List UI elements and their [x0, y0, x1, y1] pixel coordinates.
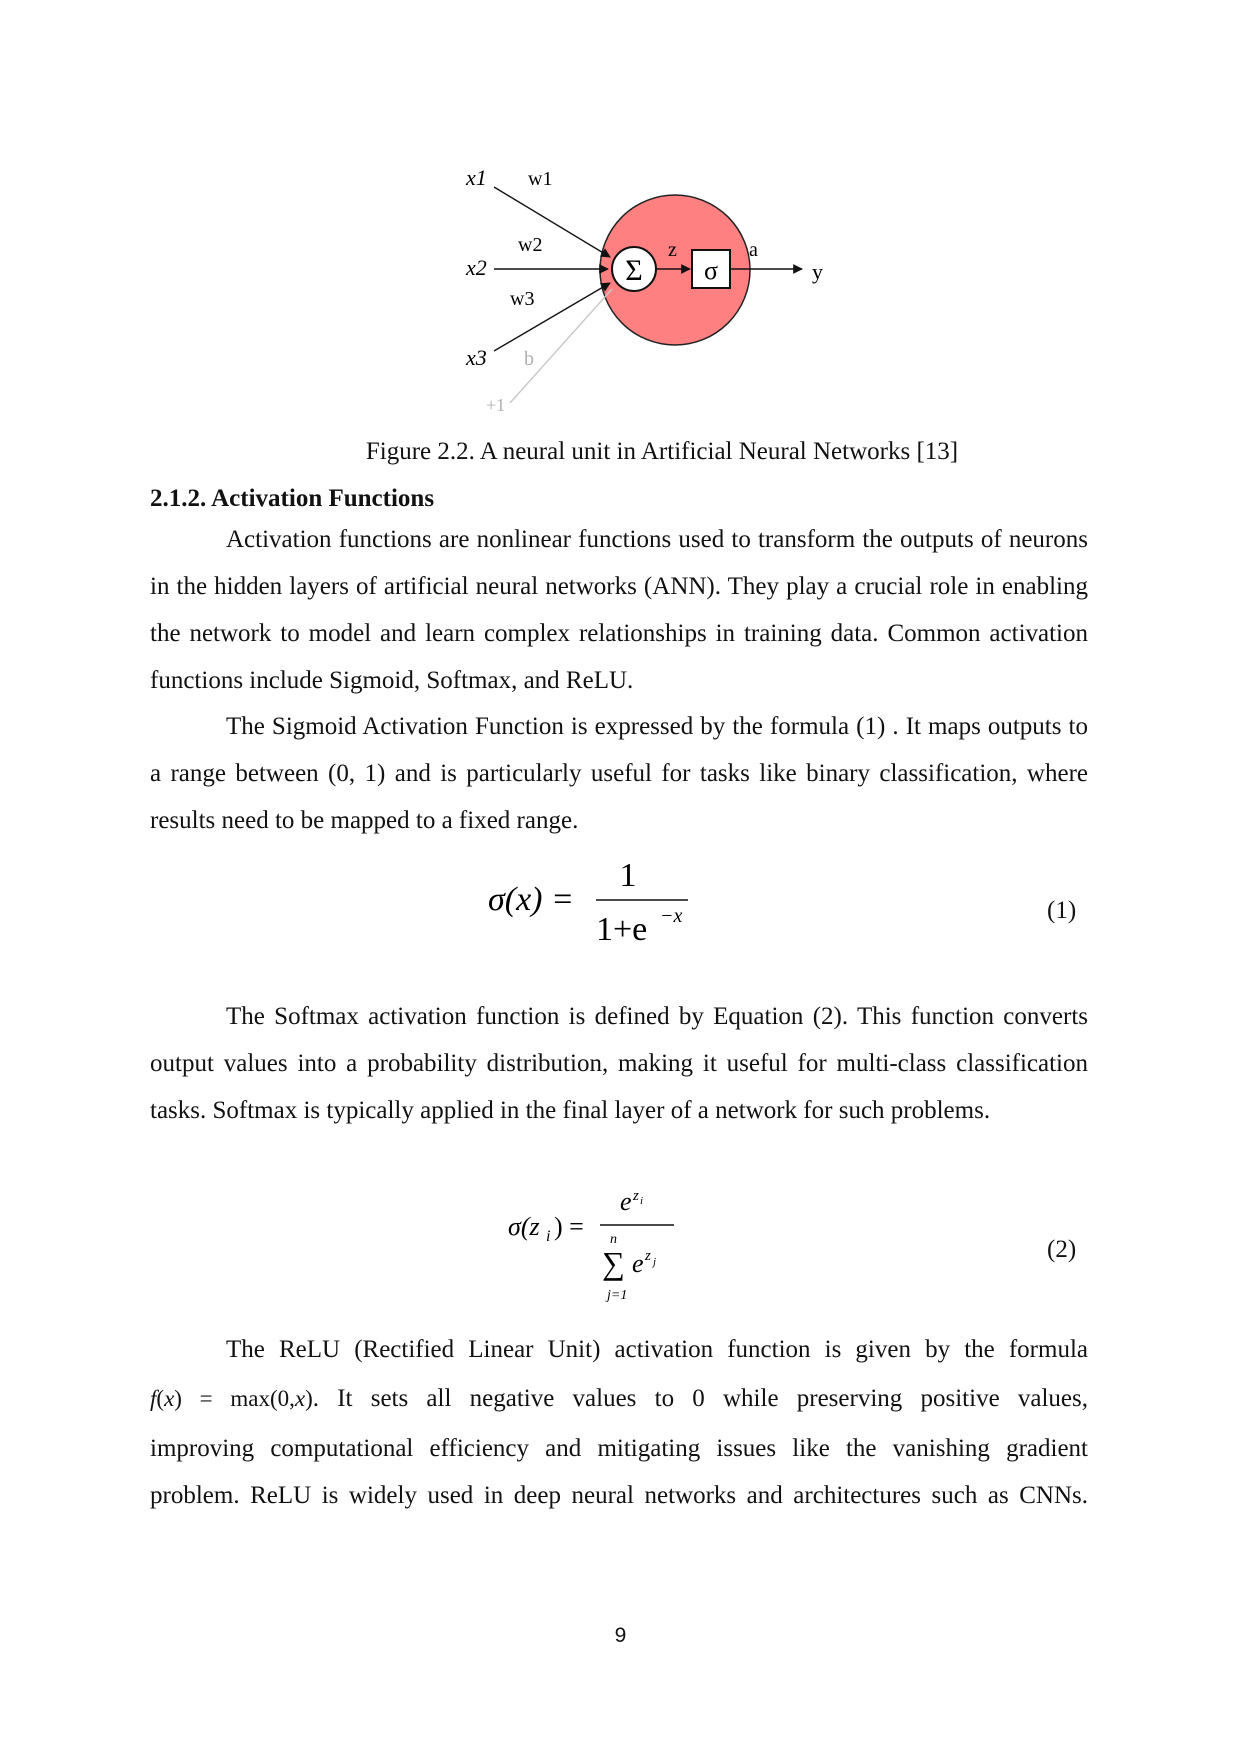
- relu-line-3: improving computational efficiency and mitigating issues like the vanishing gradient: [150, 1435, 1088, 1462]
- label-plus-one: +1: [486, 395, 506, 415]
- equation-sigmoid-render: [488, 850, 708, 950]
- label-y: y: [812, 259, 823, 284]
- eq1-numerator: 1: [619, 857, 637, 894]
- label-w1: w1: [528, 168, 553, 190]
- label-w2: w2: [518, 234, 543, 256]
- equation-number-2: (2): [1047, 1236, 1077, 1263]
- equation-sigmoid: [488, 850, 708, 950]
- relu-x: x: [164, 1386, 175, 1411]
- eq2-num-exp-sub: i: [640, 1195, 644, 1207]
- eq1-denominator: 1+e: [596, 911, 648, 948]
- eq2-den-exp-sub: j: [653, 1256, 657, 1268]
- relu-line-2: [150, 1373, 1088, 1425]
- relu-close: ): [305, 1386, 313, 1411]
- label-a: a: [749, 239, 758, 261]
- eq2-lhs: σ(z: [508, 1212, 540, 1241]
- relu-line-1: The ReLU (Rectified Linear Unit) activation function is given by the formula: [226, 1336, 1088, 1363]
- label-x1: x1: [466, 165, 487, 190]
- paragraph-sigmoid: The Sigmoid Activation Function is expressed by the formula (1) . It maps outputs to a range between (0, 1) and is particularly useful for tasks like binary classification, where results need to be mapped to a fixed range.: [150, 713, 1088, 834]
- equation-softmax: [508, 1188, 688, 1313]
- sigma-symbol: σ: [703, 256, 719, 285]
- sum-symbol: Σ: [625, 254, 643, 287]
- eq2-lhs-end: ) =: [554, 1212, 584, 1241]
- page-number: 9: [614, 1624, 627, 1647]
- paragraph-relu: [150, 1326, 1088, 1519]
- equation-softmax-render: [508, 1188, 688, 1313]
- equation-number-1: (1): [1047, 897, 1077, 924]
- eq1-exponent: −x: [660, 905, 683, 927]
- label-z: z: [668, 239, 677, 261]
- paragraph-activation-intro: Activation functions are nonlinear functions used to transform the outputs of neurons in the hidden layers of artificial neural networks (ANN). They play a crucial role in enabling the network to model and learn complex relationships in training data. Common activation functions include Sigmoid, Softmax, and ReLU.: [150, 526, 1088, 694]
- eq2-den-base: e: [632, 1249, 644, 1278]
- eq1-lhs: σ(x) =: [488, 881, 574, 918]
- eq2-num-base: e: [620, 1188, 632, 1216]
- figure-caption: Figure 2.2. A neural unit in Artificial Neural Networks [13]: [365, 438, 959, 465]
- paragraph-softmax: The Softmax activation function is defined by Equation (2). This function converts output values into a probability distribution, making it useful for multi-class classification tasks. Softmax is typically applied in the final layer of a network for such problems.: [150, 1003, 1088, 1124]
- relu-open: (: [156, 1386, 165, 1411]
- neural-unit-diagram: [450, 155, 850, 425]
- neural-unit-figure: [450, 155, 850, 425]
- label-w3: w3: [510, 288, 535, 310]
- relu-line-2-text: . It sets all negative values to 0 while preserving positive values,: [312, 1385, 1088, 1412]
- label-x2: x2: [466, 255, 487, 280]
- eq2-sum-symbol: ∑: [602, 1245, 625, 1281]
- relu-max: ) = max(0,: [174, 1386, 295, 1411]
- eq2-sum-upper: n: [610, 1232, 617, 1247]
- relu-f: f: [150, 1386, 157, 1411]
- eq2-den-exp: z: [645, 1248, 651, 1264]
- eq2-lhs-sub: i: [546, 1228, 551, 1245]
- relu-inline-formula: [150, 1386, 313, 1411]
- section-heading: 2.1.2. Activation Functions: [150, 485, 435, 512]
- label-bias: b: [524, 348, 534, 370]
- relu-line-4: problem. ReLU is widely used in deep neural networks and architectures such as CNNs.: [150, 1482, 1088, 1509]
- label-x3: x3: [466, 345, 487, 370]
- edge-x1: [494, 187, 610, 257]
- eq2-sum-lower: j=1: [607, 1288, 628, 1303]
- relu-x2: x: [294, 1386, 306, 1411]
- eq2-num-exp: z: [633, 1188, 639, 1204]
